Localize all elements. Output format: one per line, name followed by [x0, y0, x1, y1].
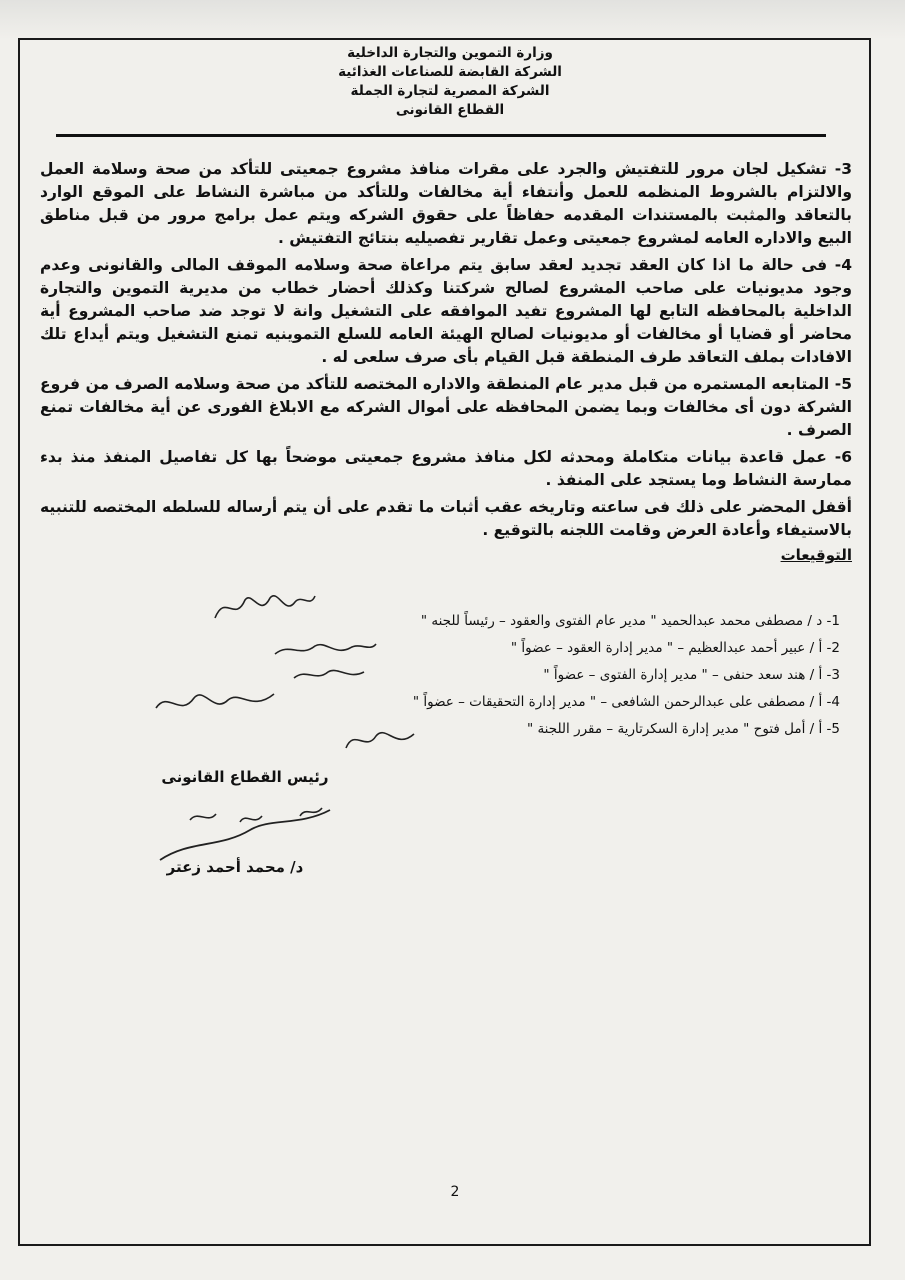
- signature-line: 4- أ / مصطفى على عبدالرحمن الشافعى – " مدير إدارة التحقيقات – عضواً ": [412, 694, 840, 710]
- company-name: الشركة المصرية لتجارة الجملة: [350, 83, 550, 99]
- clause-number: 4-: [834, 256, 852, 274]
- clause-6: [40, 446, 852, 492]
- clause-text: المتابعه المستمره من قبل مدير عام المنطقة والاداره المختصه للتأكد من صحة وسلامه الصرف من فروع الشركة دون أى مخالفات وبما يضمن المحافظه على أموال الشركه مع الابلاغ الفورى عن أية مخالفات تمنع الصرف .: [40, 375, 852, 439]
- handwritten-signature-2: [270, 636, 380, 662]
- clause-5: [40, 373, 852, 442]
- chief-name: د/ محمد أحمد زعتر: [166, 858, 304, 876]
- signature-line: 2- أ / عبير أحمد عبدالعظيم – " مدير إدارة العقود – عضواً ": [510, 640, 840, 656]
- clause-text: تشكيل لجان مرور للتفتيش والجرد على مقرات منافذ مشروع جمعيتى للتأكد من صحة وسلامة العمل والالتزام بالشروط المنظمه للعمل وأنتفاء أية مخالفات وللتأكد من مباشرة النشاط على الموقع الوارد بالتعاقد والمثبت بالمستندات المقدمه حفاظاً على حقوق الشركه ويتم عمل برامج مرور من قبل مناطق البيع والاداره العامه لمشروع جمعيتى وعمل تقارير تفصيليه بنتائج التفتيش .: [40, 160, 852, 247]
- signature-line: 1- د / مصطفى محمد عبدالحميد " مدير عام الفتوى والعقود – رئيساً للجنه ": [420, 613, 840, 629]
- ministry-name: وزارة التموين والتجارة الداخلية: [347, 45, 553, 61]
- clause-3: [40, 158, 852, 250]
- clause-number: 3-: [834, 160, 852, 178]
- header-rule: [56, 134, 826, 137]
- clause-text: عمل قاعدة بيانات متكاملة ومحدثه لكل منافذ مشروع جمعيتى موضحاً بها كل تفاصيل المنفذ منذ بدء ممارسة النشاط وما يستجد على المنفذ .: [40, 448, 852, 489]
- closing-paragraph: أقفل المحضر على ذلك فى ساعته وتاريخه عقب أثبات ما تقدم على أن يتم أرساله للسلطه المختصه للتنبيه بالاستيفاء وأعادة العرض وقامت اللجنه بالتوقيع .: [40, 498, 852, 539]
- page-number: 2: [450, 1184, 460, 1200]
- signatures-heading: التوقيعات: [780, 546, 852, 564]
- chief-title: رئيس القطاع القانونى: [161, 768, 329, 786]
- scan-edge: [0, 0, 905, 40]
- clause-number: 5-: [834, 375, 853, 393]
- clause-4: [40, 254, 852, 369]
- clause-text: فى حالة ما اذا كان العقد تجديد لعقد سابق يتم مراعاة صحة وسلامه الموقف المالى والقانونى وعدم وجود مديونيات على صاحب المشروع لصالح شركتنا وكذلك أحضار خطاب من مديرية التموين والتجارة الداخلية بالمحافظه التابع لها المشروع تفيد الموافقه على التشغيل وانة لا توجد ضد صاحب المشروع أية محاضر أو قضايا أو مخالفات أو مديونيات لصالح الهيئة العامه للسلع التموينيه تمنع التشغيل ويتم أيداع تلك الافادات بملف التعاقد طرف المنطقة قبل القيام بأى صرف سلعى له .: [40, 256, 852, 366]
- document-body: [40, 158, 852, 567]
- sector-name: القطاع القانونى: [395, 102, 505, 118]
- handwritten-signature-3: [290, 664, 370, 686]
- signature-line: 3- أ / هند سعد حنفى – " مدير إدارة الفتوى – عضواً ": [543, 667, 840, 683]
- holding-company-name: الشركة القابضة للصناعات الغذائية: [338, 64, 562, 80]
- handwritten-signature-5: [340, 722, 420, 758]
- handwritten-signature-4: [150, 684, 280, 724]
- handwritten-signature-1: [210, 588, 320, 628]
- letterhead: [280, 44, 620, 120]
- signature-line: 5- أ / أمل فتوح " مدير إدارة السكرتارية – مقرر اللجنة ": [526, 721, 840, 737]
- clause-number: 6-: [834, 448, 852, 466]
